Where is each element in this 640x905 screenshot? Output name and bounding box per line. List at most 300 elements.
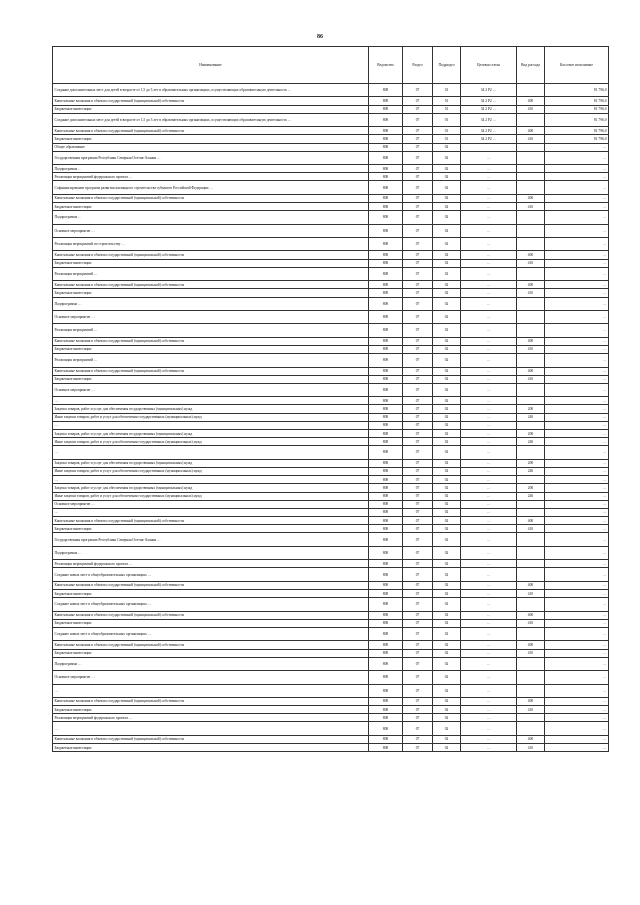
row-vr: 400 xyxy=(517,735,545,743)
table-row xyxy=(53,397,609,405)
row-name: Государственная программа Республики Северная Осетия-Алания … xyxy=(53,151,369,164)
row-csr: … xyxy=(461,627,517,640)
row-name: Капитальные вложения в объекты государственной (муниципальной) собственности xyxy=(53,581,369,589)
table-row xyxy=(53,525,609,533)
row-csr: 34 2 Р2 … xyxy=(461,105,517,113)
row-subsection: 02 xyxy=(433,267,461,280)
row-name: Бюджетные инвестиции xyxy=(53,259,369,267)
row-name: Подпрограмма … xyxy=(53,297,369,310)
table-row xyxy=(53,598,609,611)
row-department: 808 xyxy=(369,590,403,598)
row-name: Иные закупки товаров, работ и услуг для обеспечения государственных (муниципальных) нужд xyxy=(53,467,369,475)
row-csr: … xyxy=(461,735,517,743)
row-amount: … xyxy=(545,657,609,670)
table-row xyxy=(53,568,609,581)
row-vr: 400 xyxy=(517,251,545,259)
table-row xyxy=(53,135,609,143)
expenditure-table xyxy=(52,46,609,752)
row-vr xyxy=(517,383,545,396)
row-department: 808 xyxy=(369,84,403,97)
row-name: Бюджетные инвестиции xyxy=(53,203,369,211)
table-row xyxy=(53,113,609,126)
row-subsection: 02 xyxy=(433,151,461,164)
row-section: 07 xyxy=(403,467,433,475)
row-subsection: 02 xyxy=(433,459,461,467)
row-name: Бюджетные инвестиции xyxy=(53,649,369,657)
table-row xyxy=(53,744,609,752)
row-department: 808 xyxy=(369,297,403,310)
row-csr: … xyxy=(461,203,517,211)
row-name: Реализация мероприятий … xyxy=(53,354,369,367)
table-body xyxy=(53,84,609,752)
row-csr: … xyxy=(461,151,517,164)
row-vr: 240 xyxy=(517,438,545,446)
row-amount: … xyxy=(545,467,609,475)
table-row xyxy=(53,310,609,323)
table-row xyxy=(53,484,609,492)
row-amount: … xyxy=(545,611,609,619)
row-subsection: 02 xyxy=(433,446,461,459)
row-section: 07 xyxy=(403,744,433,752)
row-name: Бюджетные инвестиции xyxy=(53,590,369,598)
table-row xyxy=(53,684,609,697)
row-vr xyxy=(517,267,545,280)
row-csr: … xyxy=(461,641,517,649)
row-department: 808 xyxy=(369,267,403,280)
row-amount: … xyxy=(545,590,609,598)
row-vr xyxy=(517,446,545,459)
row-csr: … xyxy=(461,546,517,559)
row-csr: … xyxy=(461,181,517,194)
row-section: 07 xyxy=(403,203,433,211)
row-department: 808 xyxy=(369,143,403,151)
row-vr xyxy=(517,397,545,405)
row-department: 808 xyxy=(369,446,403,459)
row-csr: … xyxy=(461,649,517,657)
row-department: 808 xyxy=(369,194,403,202)
row-amount: … xyxy=(545,421,609,429)
row-vr xyxy=(517,684,545,697)
row-section: 07 xyxy=(403,194,433,202)
row-subsection: 02 xyxy=(433,492,461,500)
row-csr: … xyxy=(461,446,517,459)
row-subsection: 02 xyxy=(433,337,461,345)
table-row xyxy=(53,459,609,467)
row-csr: … xyxy=(461,367,517,375)
row-name: Подпрограмма … xyxy=(53,165,369,173)
row-amount: … xyxy=(545,267,609,280)
table-row xyxy=(53,657,609,670)
row-department: 808 xyxy=(369,492,403,500)
row-vr xyxy=(517,165,545,173)
row-section: 07 xyxy=(403,598,433,611)
row-amount: … xyxy=(545,438,609,446)
row-csr: … xyxy=(461,238,517,251)
row-section: 07 xyxy=(403,165,433,173)
row-amount: … xyxy=(545,459,609,467)
row-section: 07 xyxy=(403,735,433,743)
table-row xyxy=(53,706,609,714)
header-department: Ведомство xyxy=(369,47,403,84)
table-row xyxy=(53,671,609,684)
row-subsection: 02 xyxy=(433,706,461,714)
row-amount: … xyxy=(545,345,609,353)
row-section: 07 xyxy=(403,405,433,413)
row-department: 808 xyxy=(369,697,403,705)
row-section: 07 xyxy=(403,706,433,714)
row-name: Подпрограмма … xyxy=(53,211,369,224)
row-subsection: 02 xyxy=(433,143,461,151)
row-section: 07 xyxy=(403,714,433,722)
row-amount: … xyxy=(545,508,609,516)
table-row xyxy=(53,476,609,484)
row-amount: … xyxy=(545,181,609,194)
row-section: 07 xyxy=(403,476,433,484)
row-subsection: 02 xyxy=(433,619,461,627)
row-amount: … xyxy=(545,259,609,267)
row-name: Бюджетные инвестиции xyxy=(53,706,369,714)
row-amount: … xyxy=(545,354,609,367)
row-csr: … xyxy=(461,533,517,546)
row-csr: … xyxy=(461,500,517,508)
table-row xyxy=(53,251,609,259)
table-row xyxy=(53,611,609,619)
row-amount: … xyxy=(545,310,609,323)
row-department: 808 xyxy=(369,627,403,640)
row-csr: 34 2 Р2 … xyxy=(461,127,517,135)
row-name: Капитальные вложения в объекты государственной (муниципальной) собственности xyxy=(53,735,369,743)
row-subsection: 02 xyxy=(433,194,461,202)
row-subsection: 02 xyxy=(433,467,461,475)
row-department: 808 xyxy=(369,722,403,735)
row-department: 808 xyxy=(369,383,403,396)
row-department: 808 xyxy=(369,251,403,259)
row-department: 808 xyxy=(369,173,403,181)
row-section: 07 xyxy=(403,722,433,735)
row-vr xyxy=(517,310,545,323)
row-section: 07 xyxy=(403,337,433,345)
row-department: 808 xyxy=(369,421,403,429)
row-vr xyxy=(517,84,545,97)
row-csr: … xyxy=(461,476,517,484)
row-subsection: 02 xyxy=(433,324,461,337)
row-section: 07 xyxy=(403,430,433,438)
row-name: Капитальные вложения в объекты государственной (муниципальной) собственности xyxy=(53,697,369,705)
row-subsection: 02 xyxy=(433,744,461,752)
table-row xyxy=(53,533,609,546)
row-name: Иные закупки товаров, работ и услуг для обеспечения государственных (муниципальных) нужд xyxy=(53,438,369,446)
row-amount: … xyxy=(545,430,609,438)
table-row xyxy=(53,649,609,657)
row-vr: 410 xyxy=(517,289,545,297)
row-csr: … xyxy=(461,324,517,337)
row-csr: … xyxy=(461,211,517,224)
row-vr: 400 xyxy=(517,194,545,202)
row-department: 808 xyxy=(369,476,403,484)
row-department: 808 xyxy=(369,484,403,492)
row-amount: … xyxy=(545,413,609,421)
table-row xyxy=(53,97,609,105)
header-name: Наименование xyxy=(53,47,369,84)
row-csr xyxy=(461,143,517,151)
row-csr: … xyxy=(461,697,517,705)
row-section: 07 xyxy=(403,657,433,670)
row-department: 808 xyxy=(369,224,403,237)
row-name: … xyxy=(53,397,369,405)
row-vr: 400 xyxy=(517,337,545,345)
table-row xyxy=(53,560,609,568)
row-department: 808 xyxy=(369,684,403,697)
row-subsection: 02 xyxy=(433,546,461,559)
row-section: 07 xyxy=(403,611,433,619)
row-csr: … xyxy=(461,267,517,280)
row-csr: … xyxy=(461,224,517,237)
row-name: Закупка товаров, работ и услуг для обеспечения государственных (муниципальных) нужд xyxy=(53,405,369,413)
row-amount: … xyxy=(545,251,609,259)
row-name: Капитальные вложения в объекты государственной (муниципальной) собственности xyxy=(53,127,369,135)
row-csr: … xyxy=(461,722,517,735)
row-section: 07 xyxy=(403,375,433,383)
row-section: 07 xyxy=(403,173,433,181)
header-amount: Кассовое исполнение xyxy=(545,47,609,84)
row-subsection: 02 xyxy=(433,421,461,429)
row-name: Бюджетные инвестиции xyxy=(53,744,369,752)
row-vr xyxy=(517,173,545,181)
row-section: 07 xyxy=(403,181,433,194)
row-department: 808 xyxy=(369,649,403,657)
row-amount: … xyxy=(545,671,609,684)
table-row xyxy=(53,105,609,113)
row-section: 07 xyxy=(403,525,433,533)
row-department: 808 xyxy=(369,500,403,508)
row-amount: … xyxy=(545,173,609,181)
table-row xyxy=(53,354,609,367)
row-csr: … xyxy=(461,397,517,405)
row-subsection: 02 xyxy=(433,310,461,323)
row-csr: … xyxy=(461,590,517,598)
row-department: 808 xyxy=(369,598,403,611)
row-department: 808 xyxy=(369,671,403,684)
row-section: 07 xyxy=(403,224,433,237)
row-amount: … xyxy=(545,297,609,310)
row-vr xyxy=(517,151,545,164)
row-name: Бюджетные инвестиции xyxy=(53,105,369,113)
row-name: Создание дополнительных мест для детей в возрасте от 1,5 до 3 лет в образовательных организациях, осуществляющих образовательную деятельность … xyxy=(53,113,369,126)
row-amount: … xyxy=(545,492,609,500)
row-subsection: 02 xyxy=(433,533,461,546)
row-department: 808 xyxy=(369,165,403,173)
row-subsection: 02 xyxy=(433,476,461,484)
row-vr: 410 xyxy=(517,135,545,143)
row-subsection: 01 xyxy=(433,127,461,135)
row-department: 808 xyxy=(369,459,403,467)
table-row xyxy=(53,224,609,237)
row-amount: … xyxy=(545,367,609,375)
row-vr: 200 xyxy=(517,459,545,467)
row-section: 07 xyxy=(403,113,433,126)
row-section: 07 xyxy=(403,517,433,525)
row-name: Бюджетные инвестиции xyxy=(53,375,369,383)
table-header-row xyxy=(53,47,609,84)
row-subsection: 01 xyxy=(433,135,461,143)
table-row xyxy=(53,281,609,289)
table-row xyxy=(53,84,609,97)
row-section: 07 xyxy=(403,259,433,267)
row-csr: … xyxy=(461,194,517,202)
header-vr: Вид расхода xyxy=(517,47,545,84)
row-amount: … xyxy=(545,684,609,697)
row-amount: … xyxy=(545,375,609,383)
row-subsection: 02 xyxy=(433,345,461,353)
row-amount: 81 796,0 xyxy=(545,127,609,135)
header-subsection: Подраздел xyxy=(433,47,461,84)
row-vr xyxy=(517,113,545,126)
row-name: Создание новых мест в общеобразовательных организациях … xyxy=(53,568,369,581)
row-name: Основное мероприятие … xyxy=(53,224,369,237)
table-row xyxy=(53,238,609,251)
table-row xyxy=(53,627,609,640)
row-amount: 81 796,0 xyxy=(545,105,609,113)
row-amount: … xyxy=(545,598,609,611)
row-subsection: 02 xyxy=(433,508,461,516)
table-row xyxy=(53,259,609,267)
row-vr xyxy=(517,500,545,508)
row-name: Реализация мероприятий по строительству … xyxy=(53,238,369,251)
row-name: Реализация мероприятий … xyxy=(53,324,369,337)
row-vr xyxy=(517,508,545,516)
row-amount: … xyxy=(545,697,609,705)
row-name: Капитальные вложения в объекты государственной (муниципальной) собственности xyxy=(53,367,369,375)
row-section: 07 xyxy=(403,568,433,581)
row-name: … xyxy=(53,722,369,735)
row-name: Бюджетные инвестиции xyxy=(53,525,369,533)
row-vr xyxy=(517,354,545,367)
row-name: Подпрограмма … xyxy=(53,546,369,559)
table-row xyxy=(53,722,609,735)
row-vr: 410 xyxy=(517,590,545,598)
row-csr: … xyxy=(461,405,517,413)
row-csr: … xyxy=(461,345,517,353)
row-department: 808 xyxy=(369,397,403,405)
table-row xyxy=(53,714,609,722)
row-department: 808 xyxy=(369,413,403,421)
row-subsection: 02 xyxy=(433,181,461,194)
table-row xyxy=(53,590,609,598)
row-subsection: 02 xyxy=(433,405,461,413)
row-department: 808 xyxy=(369,430,403,438)
row-section: 07 xyxy=(403,251,433,259)
row-subsection: 02 xyxy=(433,697,461,705)
table-row xyxy=(53,467,609,475)
row-name: Основное мероприятие … xyxy=(53,310,369,323)
row-subsection: 02 xyxy=(433,525,461,533)
row-amount: … xyxy=(545,706,609,714)
row-amount: … xyxy=(545,619,609,627)
row-department: 808 xyxy=(369,289,403,297)
row-subsection: 02 xyxy=(433,560,461,568)
row-section: 07 xyxy=(403,397,433,405)
row-name: Капитальные вложения в объекты государственной (муниципальной) собственности xyxy=(53,97,369,105)
row-subsection: 02 xyxy=(433,641,461,649)
row-amount: … xyxy=(545,289,609,297)
row-section: 07 xyxy=(403,684,433,697)
row-vr: 240 xyxy=(517,467,545,475)
row-subsection: 02 xyxy=(433,598,461,611)
row-name: Капитальные вложения в объекты государственной (муниципальной) собственности xyxy=(53,517,369,525)
row-section: 07 xyxy=(403,211,433,224)
row-department: 808 xyxy=(369,375,403,383)
table-row xyxy=(53,421,609,429)
row-subsection: 02 xyxy=(433,251,461,259)
row-csr: … xyxy=(461,413,517,421)
row-subsection: 02 xyxy=(433,581,461,589)
row-csr: … xyxy=(461,560,517,568)
row-vr: 410 xyxy=(517,375,545,383)
row-amount: … xyxy=(545,211,609,224)
page-number: 86 xyxy=(317,34,323,40)
row-department: 808 xyxy=(369,181,403,194)
table-row xyxy=(53,289,609,297)
row-vr xyxy=(517,476,545,484)
row-section: 07 xyxy=(403,267,433,280)
row-subsection: 02 xyxy=(433,430,461,438)
row-name: Общее образование xyxy=(53,143,369,151)
row-section: 07 xyxy=(403,421,433,429)
row-section: 07 xyxy=(403,641,433,649)
header-csr: Целевая статья xyxy=(461,47,517,84)
row-section: 07 xyxy=(403,135,433,143)
row-name: … xyxy=(53,684,369,697)
row-subsection: 02 xyxy=(433,289,461,297)
row-csr: 34 2 Р2 … xyxy=(461,84,517,97)
row-department: 808 xyxy=(369,546,403,559)
row-vr: 410 xyxy=(517,706,545,714)
row-amount: … xyxy=(545,546,609,559)
row-section: 07 xyxy=(403,105,433,113)
row-vr xyxy=(517,568,545,581)
row-section: 07 xyxy=(403,627,433,640)
table-row xyxy=(53,438,609,446)
row-name: Капитальные вложения в объекты государственной (муниципальной) собственности xyxy=(53,194,369,202)
row-subsection: 02 xyxy=(433,354,461,367)
row-vr xyxy=(517,297,545,310)
table-row xyxy=(53,173,609,181)
row-section: 07 xyxy=(403,310,433,323)
row-department: 808 xyxy=(369,324,403,337)
row-csr: … xyxy=(461,744,517,752)
row-amount: … xyxy=(545,744,609,752)
row-department: 808 xyxy=(369,367,403,375)
row-section: 07 xyxy=(403,127,433,135)
row-amount: … xyxy=(545,203,609,211)
row-amount: … xyxy=(545,568,609,581)
row-department: 808 xyxy=(369,151,403,164)
row-csr: … xyxy=(461,421,517,429)
row-vr xyxy=(517,238,545,251)
row-section: 07 xyxy=(403,383,433,396)
row-vr: 410 xyxy=(517,744,545,752)
row-vr: 410 xyxy=(517,619,545,627)
row-csr: … xyxy=(461,484,517,492)
row-name: Государственная программа Республики Северная Осетия-Алания … xyxy=(53,533,369,546)
row-department: 808 xyxy=(369,211,403,224)
row-vr: 400 xyxy=(517,127,545,135)
row-csr: … xyxy=(461,568,517,581)
row-amount: … xyxy=(545,224,609,237)
row-csr: 34 2 Р2 … xyxy=(461,135,517,143)
row-amount: … xyxy=(545,484,609,492)
row-vr: 400 xyxy=(517,697,545,705)
